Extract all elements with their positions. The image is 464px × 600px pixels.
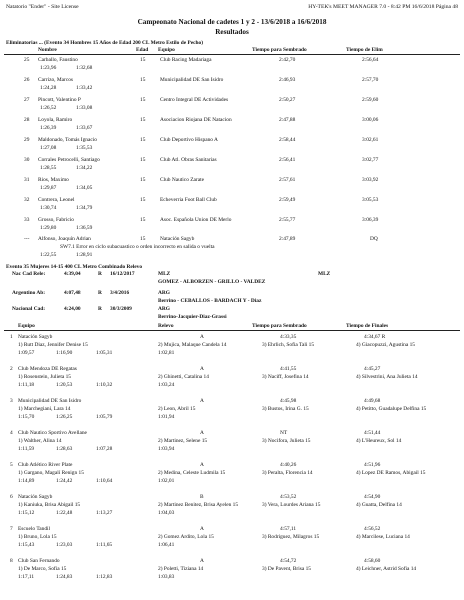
team-name: Club Racing Madariaga (160, 57, 212, 63)
swimmer-age: 15 (140, 177, 146, 183)
relay-swimmer: 2) Gomez Ardito, Lola 15 (158, 534, 214, 540)
split-time: 1:06,41 (158, 542, 175, 548)
split-time: 1:36,59 (76, 225, 93, 231)
relay-swimmer: 3) Peralta, Florencia 14 (262, 470, 313, 476)
record-flag: R (98, 271, 102, 277)
split-time: 1:23,96 (40, 65, 57, 71)
split-time: 1:33,67 (76, 125, 93, 131)
split-time: 1:02,01 (158, 478, 175, 484)
split-time: 1:11,18 (18, 382, 35, 388)
result-place: 26 (24, 77, 30, 83)
seed-time: 4:40,26 (280, 462, 297, 468)
relay-team: Escuelo Tandil (18, 526, 51, 532)
split-time: 1:14,89 (18, 478, 35, 484)
swimmer-age: 15 (140, 97, 146, 103)
final-time: 3:03,92 (362, 177, 379, 183)
split-time: 1:33,42 (76, 85, 93, 91)
relay-letter: B (200, 494, 204, 500)
relay-place: 4 (10, 430, 13, 436)
split-time: 1:05,31 (96, 350, 113, 356)
result-place: 27 (24, 97, 30, 103)
record-swimmers: Berrino - CEBALLOS - BARDACH Y - Diaz (158, 298, 262, 304)
swimmer-name: Corrales Petrocelli, Santiago (38, 157, 100, 163)
relay-swimmer: 2) Poletti, Tiziana 14 (158, 566, 204, 572)
relay-swimmer: 1) Bruno, Lola 15 (18, 534, 57, 540)
relay-team: Municipalidad DE San Isidro (18, 398, 82, 404)
swimmer-age: 15 (140, 197, 146, 203)
record-date: 3/4/2016 (110, 290, 130, 296)
split-time: 1:26,52 (40, 105, 57, 111)
split-time: 1:34,05 (76, 185, 93, 191)
final-time: 3:02,61 (362, 137, 379, 143)
record-flag: R (98, 306, 102, 312)
split-time: 1:28,63 (56, 446, 73, 452)
col-seed-header: Tiempo para Sembrado (252, 47, 307, 53)
relay-swimmer: 3) Naciff, Josefina 14 (262, 374, 309, 380)
relay-swimmer: 4) Silvestrini, Ana Julieta 14 (356, 374, 418, 380)
swimmer-age: 15 (140, 57, 146, 63)
result-place: 28 (24, 117, 30, 123)
record-time: 4:24,00 (64, 306, 81, 312)
final-time: 4:51,44 (364, 430, 381, 436)
split-time: 1:15,70 (18, 414, 35, 420)
seed-time: 2:55,77 (279, 217, 296, 223)
record-label: Argentino Ab: (12, 290, 46, 296)
relay-swimmer: 4) Marcilese, Luciana 14 (356, 534, 410, 540)
relay-swimmer: 1) Gargano, Magalí Renign 15 (18, 470, 84, 476)
swimmer-age: 15 (140, 217, 146, 223)
record-team: ARG (158, 290, 170, 296)
relay-swimmer: 4) Leichner, Astrid Sofia 14 (356, 566, 417, 572)
seed-time: 4:53,52 (280, 494, 297, 500)
result-place: --- (24, 236, 30, 242)
relay-swimmer: 4) Giacopuzzi, Agustina 15 (356, 342, 415, 348)
split-time: 1:22,48 (56, 510, 73, 516)
relay-letter: A (200, 366, 204, 372)
divider-line (4, 330, 460, 331)
relay-swimmer: 1) De Marco, Sofia 15 (18, 566, 67, 572)
relay-swimmer: 1) Marchegiani, Lara 14 (18, 406, 71, 412)
final-time: 4:54,90 (364, 494, 381, 500)
split-time: 1:34,79 (76, 205, 93, 211)
split-time: 1:24,28 (40, 85, 57, 91)
record-swimmers: GOMEZ - ALBORZEN - GRILLO - VALDEZ (158, 279, 266, 285)
final-time: 2:59,60 (362, 97, 379, 103)
col-team-header: Equipo (18, 323, 35, 329)
final-time: 4:58,60 (364, 558, 381, 564)
split-time: 1:34,22 (76, 165, 93, 171)
seed-time: 2:58,44 (279, 137, 296, 143)
seed-time: 2:56,41 (279, 157, 296, 163)
split-time: 1:02,81 (158, 350, 175, 356)
team-name: Centro Integral DE Actividades (160, 97, 229, 103)
result-place: 33 (24, 217, 30, 223)
seed-time: 4:54,72 (280, 558, 297, 564)
team-name: Club Atl. Obras Sanitarias (160, 157, 217, 163)
relay-place: 1 (10, 334, 13, 340)
split-time: 1:11,65 (96, 542, 113, 548)
record-team-right: MLZ (318, 271, 331, 277)
col-name-header: Nombre (38, 47, 57, 53)
relay-swimmer: 1) Rutt Diaz, Jennifer Denise 15 (18, 342, 88, 348)
relay-swimmer: 1) Rosenstein, Julieta 15 (18, 374, 72, 380)
relay-swimmer: 2) Medina, Celeste Ludmila 15 (158, 470, 226, 476)
relay-place: 3 (10, 398, 13, 404)
split-time: 1:03,83 (158, 574, 175, 580)
split-time: 1:04,03 (158, 510, 175, 516)
final-time: 4:34,67 R (364, 334, 386, 340)
relay-place: 7 (10, 526, 13, 532)
relay-place: 6 (10, 494, 13, 500)
relay-swimmer: 1) Kaniuka, Brisa Abigail 15 (18, 502, 81, 508)
swimmer-age: 15 (140, 77, 146, 83)
split-time: 1:27,08 (40, 145, 57, 151)
relay-swimmer: 2) Martinez, Selene 15 (158, 438, 208, 444)
split-time: 1:13,27 (96, 510, 113, 516)
split-time: 1:03,94 (158, 446, 175, 452)
swimmer-age: 15 (140, 117, 146, 123)
swimmer-name: Alfonso, Joaquín Adrian (38, 236, 91, 242)
seed-time: 4:57,11 (280, 526, 297, 532)
result-place: 31 (24, 177, 30, 183)
relay-letter: A (200, 398, 204, 404)
seed-time: 4:33,35 (280, 334, 297, 340)
split-time: 1:17,11 (18, 574, 35, 580)
relay-team: Club Mendoza DE Regatas (18, 366, 77, 372)
record-label: Nac Cad Rele: (12, 271, 46, 277)
event-35-heading: Evento 35 Mujeres 14-15 400 CL Metro Combinado Relevo (6, 264, 143, 270)
relay-swimmer: 3) Bustos, Irina G. 15 (262, 406, 309, 412)
team-name: Natación Sagyb (160, 236, 195, 242)
relay-place: 5 (10, 462, 13, 468)
split-time: 1:23,03 (56, 542, 73, 548)
final-time: 4:49,68 (364, 398, 381, 404)
relay-swimmer: 4) Lopez DE Ramos, Abigail 15 (356, 470, 426, 476)
relay-swimmer: 3) Vera, Lourdes Ariana 15 (262, 502, 321, 508)
final-time: 3:00,06 (362, 117, 379, 123)
relay-swimmer: 3) Rodriguez, Milagros 15 (262, 534, 320, 540)
relay-swimmer: 2) Ghinetti, Catalina 14 (158, 374, 209, 380)
result-place: 29 (24, 137, 30, 143)
seed-time: 2:46,93 (279, 77, 296, 83)
final-time: 4:45,27 (364, 366, 381, 372)
swimmer-name: Carrizo, Marcos (38, 77, 74, 83)
split-time: 1:15,12 (18, 510, 35, 516)
swimmer-name: Maldonado, Tomás Ignacio (38, 137, 97, 143)
seed-time: 2:57,61 (279, 177, 296, 183)
divider-line (4, 54, 460, 55)
col-team-header: Equipo (158, 47, 175, 53)
split-time: 1:01,94 (158, 414, 175, 420)
split-time: 1:29,87 (40, 185, 57, 191)
relay-letter: A (200, 430, 204, 436)
meet-title: Campeonato Nacional de cadetes 1 y 2 - 13/6/2018 a 16/6/2018 (137, 18, 327, 26)
relay-team: Club Nautico Sportivo Avellane (18, 430, 87, 436)
seed-time: 2:59,49 (279, 197, 296, 203)
team-name: Club Deportivo Hispano A (160, 137, 218, 143)
relay-swimmer: 3) Nocifora, Julieta 15 (262, 438, 311, 444)
col-final-header: Tiempo de Elim (346, 47, 383, 53)
split-time: 1:15,43 (18, 542, 35, 548)
col-seed-header: Tiempo para Sembrado (252, 323, 307, 329)
result-place: 25 (24, 57, 30, 63)
split-time: 1:29,80 (40, 225, 57, 231)
software-stamp: HY-TEK's MEET MANAGER 7.0 - 8:42 PM 16/6/2018 Página 48 (308, 4, 458, 10)
final-time: 2:56,64 (362, 57, 379, 63)
split-time: 1:33,08 (76, 105, 93, 111)
split-time: 1:10,64 (96, 478, 113, 484)
record-date: 16/12/2017 (110, 271, 135, 277)
swimmer-age: 15 (140, 137, 146, 143)
event-34-heading: Eliminatorias ... (Evento 34 Hombres 15 Años de Edad 200 CL Metro Estilo de Pecho) (6, 40, 204, 46)
col-age-header: Edad (136, 47, 149, 53)
final-time: 2:57,70 (362, 77, 379, 83)
relay-swimmer: 2) Mujica, Malaque Candela 14 (158, 342, 227, 348)
dq-note: SW7.1 Error en ciclo subacuastico o orden incorrecto en salida o vuelta (60, 244, 215, 250)
swimmer-name: Contrera, Leonel (38, 197, 75, 203)
seed-time: 4:41,55 (280, 366, 297, 372)
seed-time: 4:45,98 (280, 398, 297, 404)
record-time: 4:07,48 (64, 290, 81, 296)
final-time: 3:05,53 (362, 197, 379, 203)
final-time: 3:02,77 (362, 157, 379, 163)
record-date: 30/3/2009 (110, 306, 132, 312)
swimmer-name: Carballo, Faustino (38, 57, 78, 63)
col-relay-header: Relevo (158, 323, 174, 329)
swimmer-name: Grosso, Fabricio (38, 217, 74, 223)
team-name: Asoc. Española Union DE Merlo (160, 217, 232, 223)
split-time: 1:07,28 (96, 446, 113, 452)
seed-time: NT (280, 430, 288, 436)
result-place: 32 (24, 197, 30, 203)
split-time: 1:12,83 (96, 574, 113, 580)
relay-swimmer: 2) Martinez Benitez, Brisa Ayelen 15 (158, 502, 239, 508)
col-final-header: Tiempo de Finales (346, 323, 389, 329)
record-swimmers: Berrino-Jacquier-Diaz-Grassi (158, 314, 227, 320)
final-time: 4:56,52 (364, 526, 381, 532)
seed-time: 2:47,88 (279, 117, 296, 123)
split-time: 1:20,53 (56, 382, 73, 388)
swimmer-age: 15 (140, 236, 146, 242)
split-time: 1:09,57 (18, 350, 35, 356)
record-flag: R (98, 290, 102, 296)
split-time: 1:30,74 (40, 205, 57, 211)
split-time: 1:32,68 (76, 65, 93, 71)
split-time: 1:03,24 (158, 382, 175, 388)
relay-swimmer: 4) Guatta, Delfina 14 (356, 502, 402, 508)
record-team: MLZ (158, 271, 171, 277)
split-time: 1:28,91 (76, 252, 93, 258)
seed-time: 2:42,70 (279, 57, 296, 63)
relay-letter: A (200, 462, 204, 468)
record-label: Nacional Cad: (12, 306, 46, 312)
relay-swimmer: 2) Leon, Abril 15 (158, 406, 196, 412)
meet-subtitle: Resultados (215, 28, 249, 36)
split-time: 1:11,59 (18, 446, 35, 452)
relay-place: 2 (10, 366, 13, 372)
relay-team: Natación Sagyb (18, 334, 53, 340)
split-time: 1:24,42 (56, 478, 73, 484)
relay-team: Club San Fernando (18, 558, 60, 564)
record-time: 4:39,04 (64, 271, 81, 277)
final-time: DQ (370, 236, 378, 242)
split-time: 1:28,55 (40, 165, 57, 171)
team-name: Echeverria Foot Ball Club (160, 197, 217, 203)
split-time: 1:10,32 (96, 382, 113, 388)
relay-swimmer: 3) De Pavent, Brisa 15 (262, 566, 311, 572)
swimmer-name: Pincott, Valentino P (38, 97, 81, 103)
relay-letter: A (200, 334, 204, 340)
relay-swimmer: 1) Walther, Alina 14 (18, 438, 62, 444)
split-time: 1:26,39 (40, 125, 57, 131)
split-time: 1:35,53 (76, 145, 93, 151)
relay-letter: A (200, 558, 204, 564)
result-place: 30 (24, 157, 30, 163)
seed-time: 2:47,89 (279, 236, 296, 242)
final-time: 3:06,39 (362, 217, 379, 223)
site-license-text: Natatorio "Ender" - Site License (6, 4, 79, 10)
record-team: ARG (158, 306, 170, 312)
relay-swimmer: 3) Ehrlich, Sofia Tali 15 (262, 342, 315, 348)
relay-letter: A (200, 526, 204, 532)
swimmer-name: Rios, Maximo (38, 177, 69, 183)
split-time: 1:24,83 (56, 574, 73, 580)
swimmer-age: 15 (140, 157, 146, 163)
team-name: Municipalidad DE San Isidro (160, 77, 224, 83)
team-name: Asociacion Riojana DE Natacion (160, 117, 232, 123)
relay-swimmer: 4) Petitto, Guadalupe Delfina 15 (356, 406, 427, 412)
relay-place: 8 (10, 558, 13, 564)
relay-team: Natación Sagyb (18, 494, 53, 500)
team-name: Club Nautico Zarate (160, 177, 205, 183)
split-time: 1:05,79 (96, 414, 113, 420)
final-time: 4:51,96 (364, 462, 381, 468)
split-time: 1:26,25 (56, 414, 73, 420)
split-time: 1:22,55 (40, 252, 57, 258)
split-time: 1:16,90 (56, 350, 73, 356)
relay-swimmer: 4) L'Heureux, Sol 14 (356, 438, 402, 444)
relay-team: Club Atlético River Plate (18, 462, 73, 468)
swimmer-name: Loyola, Ramiro (38, 117, 73, 123)
seed-time: 2:50,27 (279, 97, 296, 103)
